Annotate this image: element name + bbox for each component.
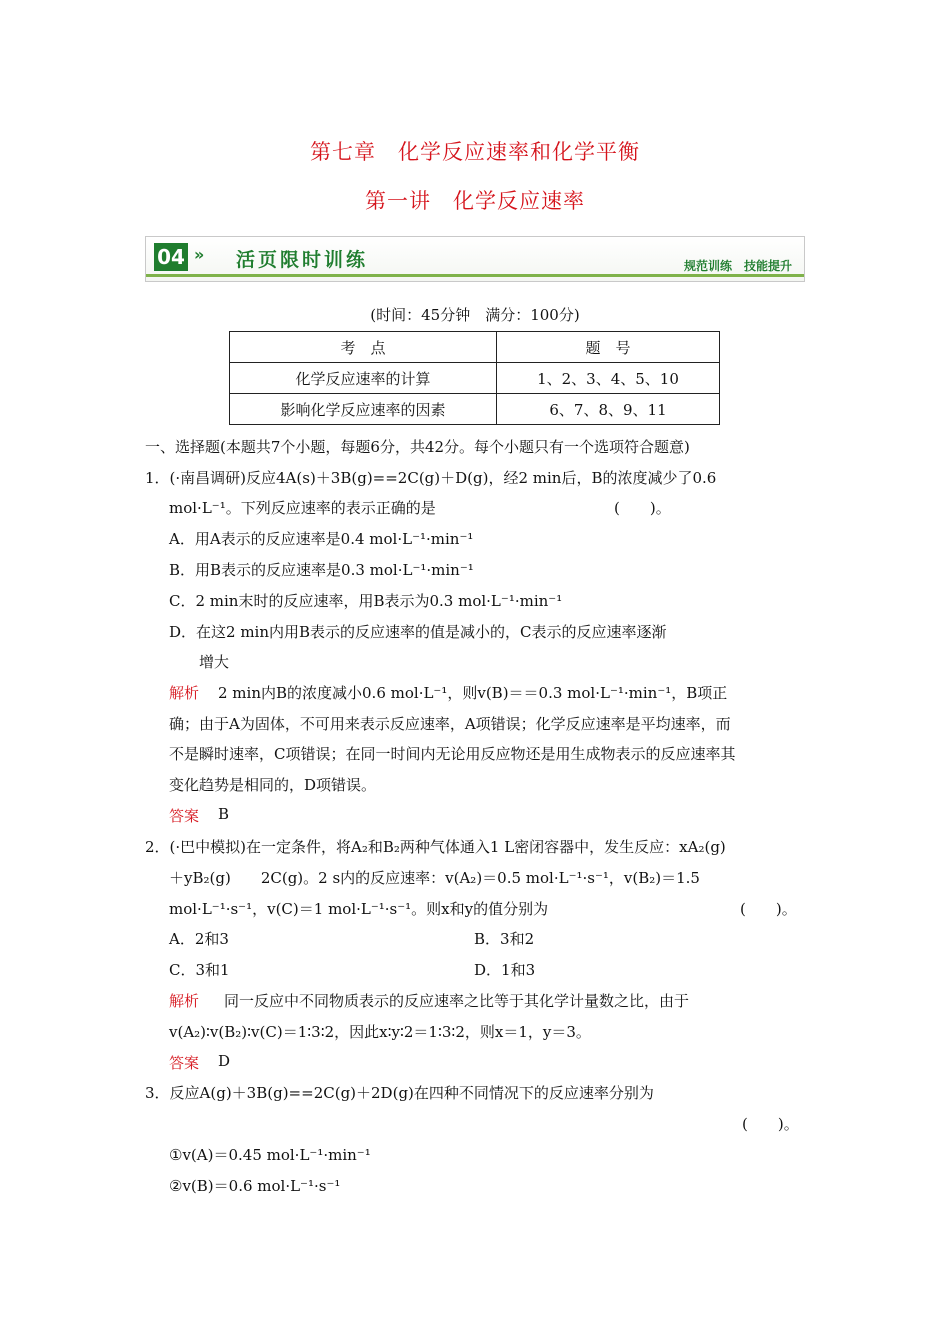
table-cell: 影响化学反应速率的因素: [230, 394, 497, 425]
lesson-title: 第一讲 化学反应速率: [365, 189, 585, 213]
q2-stem-line2: ＋yB₂(g) 2C(g)。2 s内的反应速率：v(A₂)＝0.5 mol·L⁻¹·s⁻¹，v(B₂)＝1.5: [169, 869, 700, 887]
table-cell: 6、7、8、9、11: [497, 394, 720, 425]
q2-option-d: D．1和3: [474, 961, 536, 979]
q1-option-d-cont: 增大: [199, 653, 230, 671]
double-arrow-icon: »: [194, 245, 205, 264]
q1-analysis-line: 确；由于A为固体，不可用来表示反应速率，A项错误；化学反应速率是平均速率，而: [169, 715, 731, 733]
q2-option-b: B．3和2: [474, 930, 535, 948]
banner-underline: [146, 274, 804, 277]
q1-analysis-line: 变化趋势是相同的，D项错误。: [169, 776, 377, 794]
q2-analysis-line: 同一反应中不同物质表示的反应速率之比等于其化学计量数之比，由于: [224, 992, 690, 1010]
topic-table: [229, 331, 720, 425]
practice-banner: [145, 236, 805, 282]
q3-answer-bracket: ( )。: [742, 1115, 799, 1133]
table-row: [230, 394, 720, 425]
q1-answer-value: B: [218, 805, 230, 823]
section-heading: 一、选择题(本题共7个小题，每题6分，共42分。每个小题只有一个选项符合题意): [145, 438, 690, 456]
q1-option-b: B．用B表示的反应速率是0.3 mol·L⁻¹·min⁻¹: [169, 561, 474, 579]
q1-option-a: A．用A表示的反应速率是0.4 mol·L⁻¹·min⁻¹: [169, 530, 474, 548]
q1-analysis-line: 不是瞬时速率，C项错误；在同一时间内无论用反应物还是用生成物表示的反应速率其: [169, 745, 736, 763]
q2-answer-value: D: [218, 1052, 231, 1070]
q1-analysis-line: 2 min内B的浓度减小0.6 mol·L⁻¹，则v(B)＝＝0.3 mol·L⁻¹·min⁻¹，B项正: [218, 684, 728, 702]
q2-answer-label: 答案: [169, 1054, 200, 1072]
banner-subtitle: 规范训练 技能提升: [683, 259, 792, 273]
q2-answer-bracket: ( )。: [740, 900, 797, 918]
q2-stem-line1: 2．(·巴中模拟)在一定条件，将A₂和B₂两种气体通入1 L密闭容器中，发生反应：xA₂(g): [145, 838, 726, 856]
q3-item-1: ①v(A)＝0.45 mol·L⁻¹·min⁻¹: [169, 1146, 371, 1164]
q1-analysis-label: 解析: [169, 684, 200, 702]
q1-answer-bracket: ( )。: [614, 499, 671, 517]
banner-title: 活页限时训练: [236, 249, 369, 271]
q1-stem-line2: mol·L⁻¹。下列反应速率的表示正确的是: [169, 499, 436, 517]
q3-item-2: ②v(B)＝0.6 mol·L⁻¹·s⁻¹: [169, 1177, 341, 1195]
table-header-cell: 题 号: [497, 332, 720, 363]
time-score-info: (时间：45分钟 满分：100分): [370, 306, 580, 324]
q2-option-c: C．3和1: [169, 961, 230, 979]
q2-stem-line3: mol·L⁻¹·s⁻¹，v(C)＝1 mol·L⁻¹·s⁻¹。则x和y的值分别为: [169, 900, 549, 918]
table-header-row: [230, 332, 720, 363]
chapter-title: 第七章 化学反应速率和化学平衡: [310, 140, 640, 164]
q1-stem-line1: 1．(·南昌调研)反应4A(s)＋3B(g)==2C(g)＋D(g)，经2 min后，B的浓度减少了0.6: [145, 469, 717, 487]
banner-number: 04: [154, 243, 188, 271]
q2-analysis-line: v(A₂)∶v(B₂)∶v(C)＝1∶3∶2，因此x∶y∶2＝1∶3∶2，则x＝1，y＝3。: [169, 1023, 591, 1041]
q1-answer-label: 答案: [169, 807, 200, 825]
table-header-cell: 考 点: [230, 332, 497, 363]
table-cell: 1、2、3、4、5、10: [497, 363, 720, 394]
table-cell: 化学反应速率的计算: [230, 363, 497, 394]
q2-option-a: A．2和3: [169, 930, 229, 948]
q2-analysis-label: 解析: [169, 992, 200, 1010]
table-row: [230, 363, 720, 394]
q1-option-d: D．在这2 min内用B表示的反应速率的值是减小的，C表示的反应速率逐渐: [169, 623, 667, 641]
q3-stem-line1: 3．反应A(g)＋3B(g)==2C(g)＋2D(g)在四种不同情况下的反应速率分别为: [145, 1084, 654, 1102]
q1-option-c: C．2 min末时的反应速率，用B表示为0.3 mol·L⁻¹·min⁻¹: [169, 592, 563, 610]
